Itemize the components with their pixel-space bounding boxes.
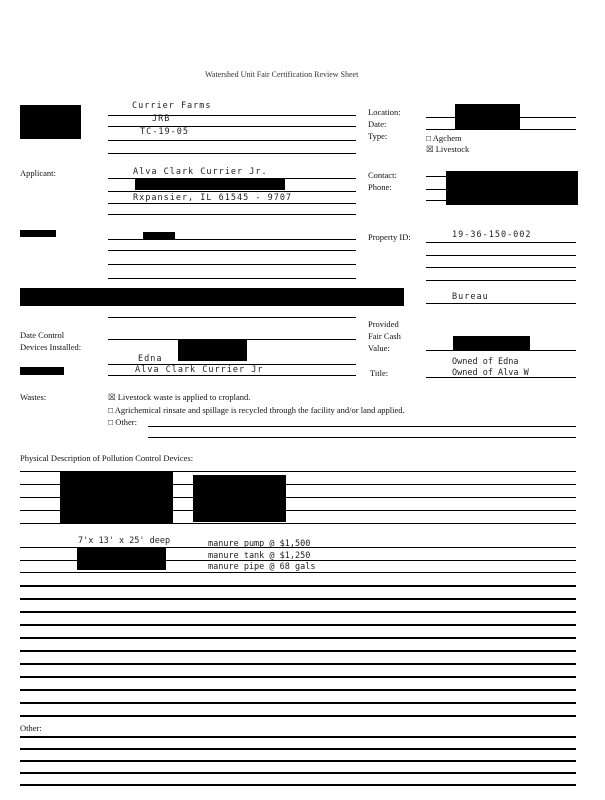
field-line [20, 676, 576, 678]
field-line [426, 117, 576, 118]
field-line [20, 772, 576, 774]
field-line [20, 689, 576, 691]
redacted-block [60, 472, 173, 524]
waste-agrichemical-option[interactable]: □ Agrichemical rinsate and spillage is recycled through the facility and/or land applied. [108, 405, 405, 415]
applicant-label: Applicant: [20, 168, 56, 178]
handwritten-manure-1: manure pump @ $1,500 [208, 539, 311, 549]
property-id-label: Property ID: [368, 232, 411, 242]
handwritten-code: TC-19-05 [140, 127, 189, 137]
handwritten-manure-3: manure pipe @ 68 gals [208, 562, 316, 572]
field-line [20, 663, 576, 665]
handwritten-property-id: 19-36-150-002 [452, 230, 532, 240]
redacted-block [77, 548, 166, 570]
field-line [108, 115, 356, 116]
field-line [20, 598, 576, 600]
field-line [20, 784, 576, 786]
waste-livestock-option[interactable]: ☒ Livestock waste is applied to cropland. [108, 392, 251, 402]
redacted-block [193, 475, 286, 522]
field-line [426, 303, 576, 304]
physical-description-label: Physical Description of Pollution Control Devices: [20, 453, 194, 463]
field-line [20, 760, 576, 762]
devices-installed-label: Devices Installed: [20, 342, 82, 352]
field-line [20, 748, 576, 750]
field-line [20, 715, 576, 717]
handwritten-farm-name: Currier Farms [132, 101, 212, 111]
handwritten-owner-1: Edna [138, 354, 163, 364]
field-line [108, 153, 356, 154]
field-line [426, 350, 576, 351]
location-label: Location: [368, 107, 401, 117]
redacted-block [178, 339, 247, 361]
phone-label: Phone: [368, 182, 392, 192]
title-label: Title: [370, 368, 389, 378]
field-line [108, 214, 356, 215]
field-line [20, 624, 576, 626]
field-line [426, 242, 576, 243]
redacted-block [20, 105, 81, 139]
handwritten-applicant-name: Alva Clark Currier Jr. [133, 167, 268, 177]
field-line [108, 278, 356, 279]
field-line [426, 129, 576, 130]
field-line [20, 650, 576, 652]
handwritten-owner-2: Alva Clark Currier Jr [135, 365, 264, 375]
field-line [108, 191, 356, 192]
field-line [108, 140, 356, 141]
value-label: Value: [368, 343, 390, 353]
field-line [20, 572, 576, 573]
handwritten-applicant-city: Rxpansier, IL 61545 - 9707 [133, 193, 293, 203]
redacted-block [20, 230, 56, 237]
field-line [426, 280, 576, 281]
handwritten-initials: JRB [152, 114, 171, 124]
handwritten-title-2: Owned of Alva W [452, 368, 529, 378]
handwritten-manure-2: manure tank @ $1,250 [208, 551, 311, 561]
field-line [148, 437, 576, 438]
other-bottom-label: Other: [20, 723, 42, 733]
field-line [108, 317, 356, 318]
redacted-block [135, 178, 285, 190]
type-livestock-option[interactable]: ☒ Livestock [426, 144, 470, 154]
field-line [20, 560, 576, 561]
field-line [108, 375, 356, 376]
redacted-block [446, 171, 578, 205]
date-label: Date: [368, 119, 387, 129]
field-line [108, 203, 356, 204]
field-line [20, 585, 576, 587]
field-line [426, 255, 576, 256]
redacted-block [143, 232, 175, 239]
field-line [108, 264, 356, 265]
form-title: Watershed Unit Fair Certification Review Sheet [205, 70, 359, 79]
field-line [20, 702, 576, 704]
provided-label: Provided [368, 319, 399, 329]
field-line [426, 377, 576, 378]
redacted-bar [20, 288, 404, 306]
handwritten-title-1: Owned of Edna [452, 357, 519, 367]
waste-other-option[interactable]: □ Other: [108, 417, 137, 427]
handwritten-bureau: Bureau [452, 292, 489, 302]
field-line [148, 426, 576, 427]
field-line [426, 267, 576, 268]
type-label: Type: [368, 131, 388, 141]
redacted-block [453, 336, 530, 350]
redacted-block [20, 367, 64, 375]
handwritten-dimensions: 7'x 13' x 25' deep [78, 536, 171, 546]
date-control-label: Date Control [20, 330, 65, 340]
contact-label: Contact: [368, 170, 397, 180]
type-agchem-option[interactable]: □ Agchem [426, 133, 462, 143]
field-line [108, 239, 356, 240]
field-line [20, 736, 576, 738]
field-line [20, 637, 576, 639]
fair-cash-label: Fair Cash [368, 331, 401, 341]
field-line [108, 250, 356, 251]
wastes-label: Wastes: [20, 392, 47, 402]
field-line [20, 611, 576, 613]
